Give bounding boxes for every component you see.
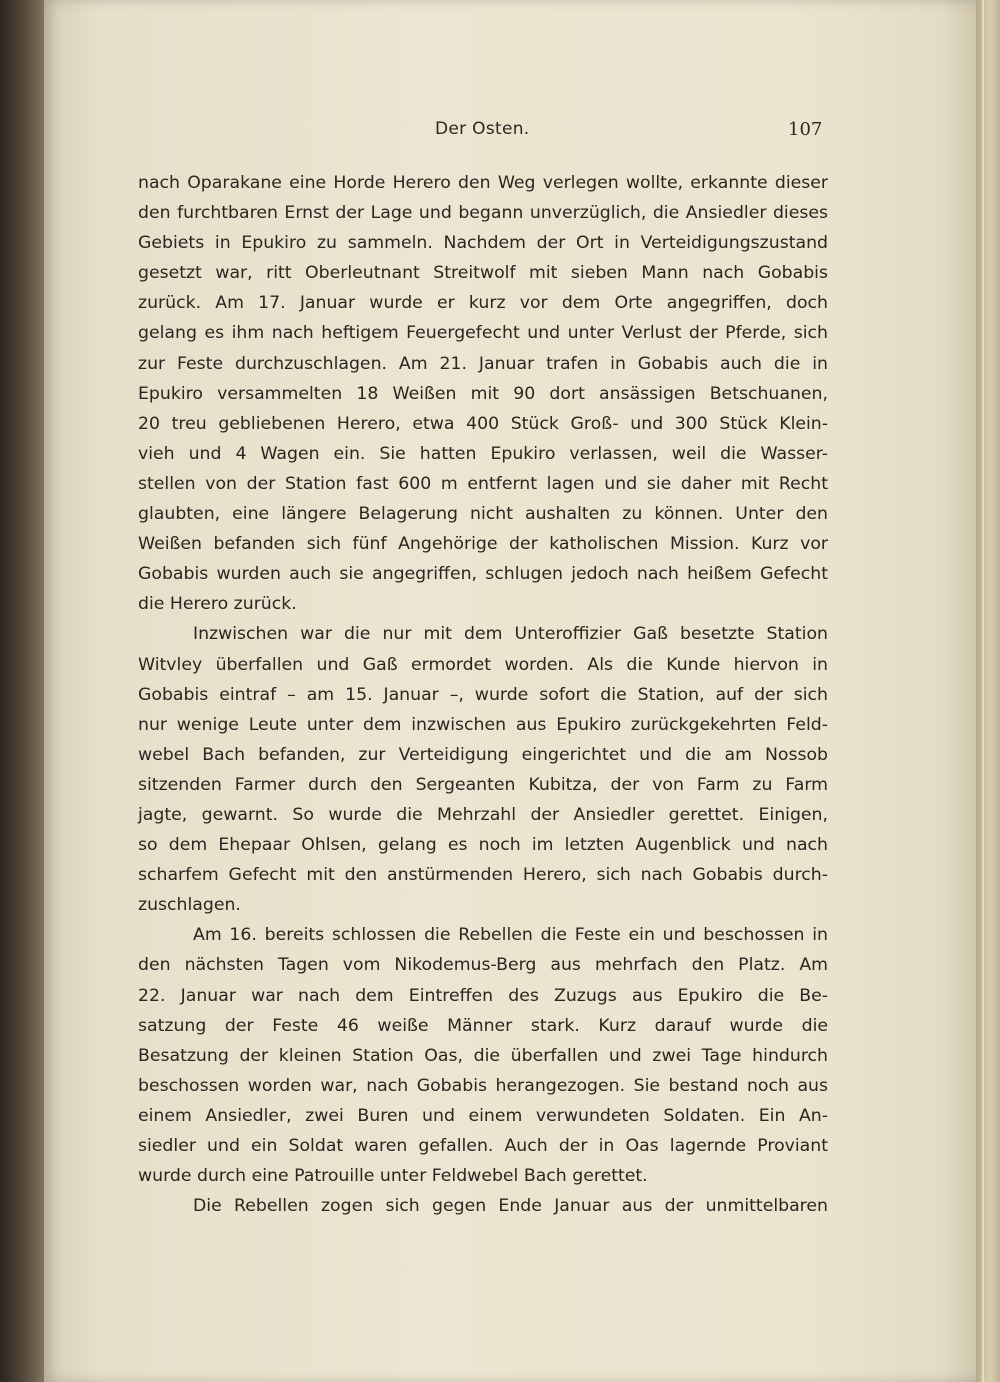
text-line: jagte, gewarnt. So wurde die Mehrzahl der Ansiedler gerettet. Einigen,	[138, 804, 828, 825]
text-line: zuschlagen.	[138, 895, 241, 916]
text-line: 22. Januar war nach dem Eintreffen des Zuzugs aus Epukiro die Be-	[138, 985, 828, 1006]
text-line: die Herero zurück.	[138, 594, 297, 615]
paragraph-first-line: Am 16. bereits schlossen die Rebellen die Feste ein und beschossen in	[193, 925, 828, 946]
body-text	[138, 168, 828, 1221]
text-line: wurde durch eine Patrouille unter Feldwebel Bach gerettet.	[138, 1166, 648, 1187]
text-line: den nächsten Tagen vom Nikodemus-Berg aus mehrfach den Platz. Am	[138, 955, 828, 976]
text-line: glaubten, eine längere Belagerung nicht aushalten zu können. Unter den	[138, 504, 828, 525]
text-line: siedler und ein Soldat waren gefallen. Auch der in Oas lagernde Proviant	[138, 1136, 828, 1156]
text-line: nach Oparakane eine Horde Herero den Weg verlegen wollte, erkannte dieser	[138, 173, 828, 193]
book-binding-edge	[0, 0, 46, 1382]
text-line: zurück. Am 17. Januar wurde er kurz vor dem Orte angegriffen, doch	[138, 293, 828, 314]
text-line: satzung der Feste 46 weiße Männer stark. Kurz darauf wurde die	[138, 1015, 828, 1036]
text-line: Gebiets in Epukiro zu sammeln. Nachdem der Ort in Verteidigungszustand	[138, 233, 828, 254]
text-line: Witvley überfallen und Gaß ermordet worden. Als die Kunde hiervon in	[138, 654, 828, 675]
text-line: Gobabis eintraf – am 15. Januar –, wurde sofort die Station, auf der sich	[138, 684, 828, 705]
page-number: 107	[788, 119, 823, 140]
text-line: 20 treu gebliebenen Herero, etwa 400 Stück Groß- und 300 Stück Klein-	[138, 413, 828, 434]
text-line: einem Ansiedler, zwei Buren und einem verwundeten Soldaten. Ein An-	[138, 1105, 828, 1126]
text-line: vieh und 4 Wagen ein. Sie hatten Epukiro verlassen, weil die Wasser-	[138, 443, 828, 464]
text-line: Weißen befanden sich fünf Angehörige der katholischen Mission. Kurz vor	[138, 534, 828, 555]
paragraph-first-line: Die Rebellen zogen sich gegen Ende Januar aus der unmittelbaren	[193, 1196, 828, 1217]
text-line: Epukiro versammelten 18 Weißen mit 90 dort ansässigen Betschuanen,	[138, 383, 828, 404]
text-line: stellen von der Station fast 600 m entfernt lagen und sie daher mit Recht	[138, 473, 828, 494]
text-line: sitzenden Farmer durch den Sergeanten Kubitza, der von Farm zu Farm	[138, 774, 828, 795]
text-line: Besatzung der kleinen Station Oas, die überfallen und zwei Tage hindurch	[138, 1045, 828, 1066]
paragraph-first-line: Inzwischen war die nur mit dem Unteroffizier Gaß besetzte Station	[193, 624, 828, 645]
text-line: zur Feste durchzuschlagen. Am 21. Januar trafen in Gobabis auch die in	[138, 353, 828, 374]
text-line: webel Bach befanden, zur Verteidigung eingerichtet und die am Nossob	[138, 744, 828, 765]
page-stack-edge	[976, 0, 1000, 1382]
text-line: so dem Ehepaar Ohlsen, gelang es noch im letzten Augenblick und nach	[138, 835, 828, 856]
text-line: beschossen worden war, nach Gobabis herangezogen. Sie bestand noch aus	[138, 1075, 828, 1096]
text-line: gelang es ihm nach heftigem Feuergefecht und unter Verlust der Pferde, sich	[138, 323, 828, 344]
running-title: Der Osten.	[435, 119, 530, 139]
text-line: scharfem Gefecht mit den anstürmenden Herero, sich nach Gobabis durch-	[138, 865, 828, 886]
text-line: Gobabis wurden auch sie angegriffen, schlugen jedoch nach heißem Gefecht	[138, 564, 828, 585]
text-line: den furchtbaren Ernst der Lage und begann unverzüglich, die Ansiedler dieses	[138, 203, 828, 224]
text-line: nur wenige Leute unter dem inzwischen aus Epukiro zurückgekehrten Feld-	[138, 714, 828, 735]
text-line: gesetzt war, ritt Oberleutnant Streitwolf mit sieben Mann nach Gobabis	[138, 263, 828, 284]
